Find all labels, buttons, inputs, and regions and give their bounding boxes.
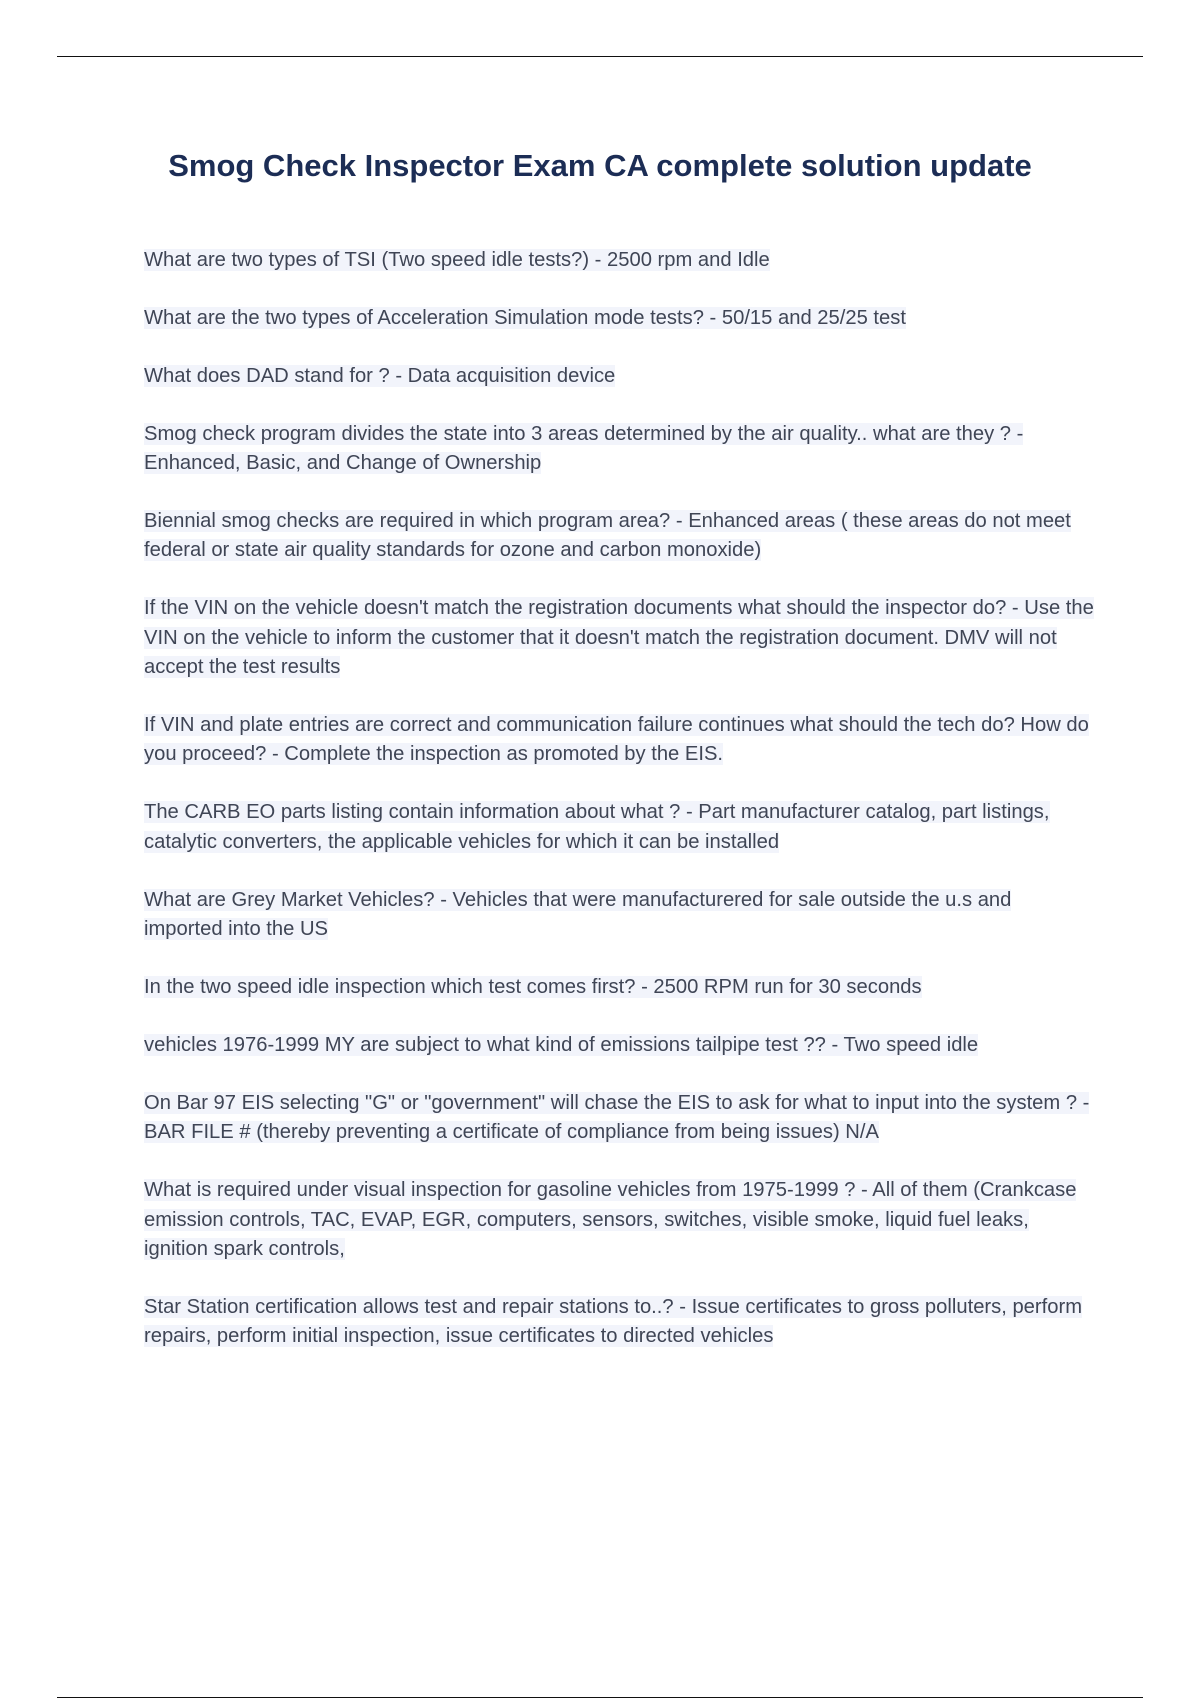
page-title: Smog Check Inspector Exam CA complete solution update [168, 148, 1032, 183]
qa-text: If VIN and plate entries are correct and communication failure continues what should the tech do? How do you proceed? - Complete the inspection as promoted by the EIS. [144, 714, 1089, 766]
qa-text: What are the two types of Acceleration Simulation mode tests? - 50/15 and 25/25 test [144, 306, 906, 329]
qa-text: vehicles 1976-1999 MY are subject to what kind of emissions tailpipe test ?? - Two speed idle [144, 1033, 979, 1056]
qa-list [144, 246, 1094, 1380]
header-rule [57, 56, 1143, 57]
qa-text: Biennial smog checks are required in which program area? - Enhanced areas ( these areas do not meet federal or state air quality standards for ozone and carbon monoxide) [144, 510, 1071, 562]
qa-item [144, 1176, 1094, 1264]
qa-text: Star Station certification allows test and repair stations to..? - Issue certificates to gross polluters, perform repairs, perform initial inspection, issue certificates to directed vehicles [144, 1295, 1083, 1348]
qa-text: On Bar 97 EIS selecting "G" or "government" will chase the EIS to ask for what to input into the system ? - BAR FILE # (thereby preventing a certificate of compliance from being issues) N/A [144, 1091, 1090, 1144]
qa-text: What does DAD stand for ? - Data acquisition device [144, 364, 616, 387]
qa-item [144, 507, 1094, 566]
qa-text: What is required under visual inspection for gasoline vehicles from 1975-1999 ? - All of them (Crankcase emission controls, TAC, EVAP, EGR, computers, sensors, switches, visible smoke, liquid fuel leaks, ignition spark controls, [144, 1179, 1077, 1260]
footer-rule [57, 1697, 1143, 1698]
qa-item [144, 1031, 1094, 1060]
qa-item [144, 711, 1094, 770]
qa-text: What are two types of TSI (Two speed idle tests?) - 2500 rpm and Idle [144, 249, 770, 271]
qa-item [144, 246, 1094, 275]
qa-text: If the VIN on the vehicle doesn't match the registration documents what should the inspector do? - Use the VIN on the vehicle to inform the customer that it doesn't match the registration document. DMV will not accept the test results [144, 597, 1094, 679]
qa-text: In the two speed idle inspection which test comes first? - 2500 RPM run for 30 seconds [144, 976, 922, 998]
qa-item [144, 973, 1094, 1002]
qa-item [144, 362, 1094, 391]
qa-text: The CARB EO parts listing contain information about what ? - Part manufacturer catalog, part listings, catalytic converters, the applicable vehicles for which it can be installed [144, 801, 1050, 853]
qa-item [144, 886, 1094, 945]
qa-item [144, 798, 1094, 857]
qa-item [144, 594, 1094, 682]
qa-text: What are Grey Market Vehicles? - Vehicles that were manufacturered for sale outside the u.s and imported into the US [144, 888, 1012, 941]
qa-item [144, 1089, 1094, 1148]
qa-text: Smog check program divides the state into 3 areas determined by the air quality.. what are they ? - Enhanced, Basic, and Change of Ownership [144, 422, 1024, 475]
qa-item [144, 304, 1094, 333]
qa-item [144, 1293, 1094, 1352]
qa-item [144, 420, 1094, 479]
